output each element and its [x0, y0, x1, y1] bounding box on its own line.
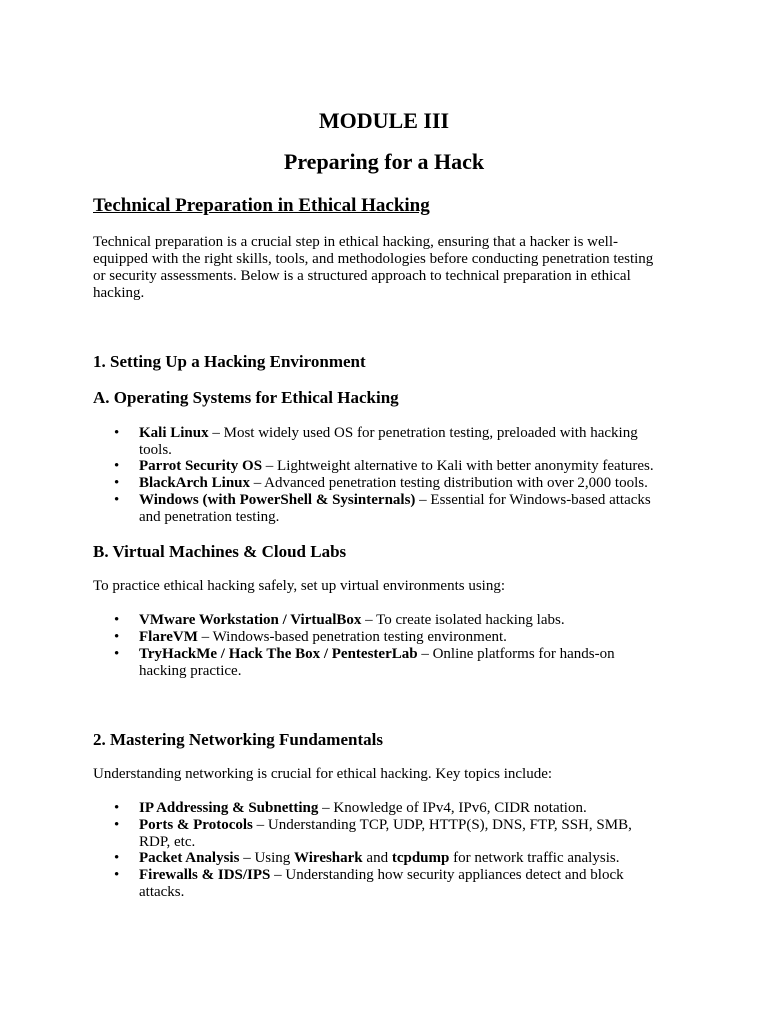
item-term: Firewalls & IDS/IPS — [139, 867, 271, 883]
item-text: – Understanding how security appliances detect and block — [270, 867, 624, 883]
intro-line: or security assessments. Below is a structured approach to technical preparation in ethical — [93, 268, 631, 284]
item-term: VMware Workstation / VirtualBox — [139, 612, 362, 628]
item-text: – Essential for Windows-based attacks — [415, 492, 651, 508]
list-item-continuation: RDP, etc. — [139, 834, 196, 850]
list-item — [139, 646, 615, 663]
item-term: tcpdump — [391, 850, 450, 866]
intro-line: Technical preparation is a crucial step in ethical hacking, ensuring that a hacker is well- — [93, 234, 618, 250]
subsection-b-heading: B. Virtual Machines & Cloud Labs — [93, 542, 347, 561]
item-text: – Advanced penetration testing distribution with over 2,000 tools. — [250, 475, 648, 491]
item-text: – Online platforms for hands-on — [417, 646, 615, 662]
list-item — [139, 425, 638, 442]
section-1-heading: 1. Setting Up a Hacking Environment — [93, 352, 366, 371]
item-term: BlackArch Linux — [139, 475, 250, 491]
section-2-heading: 2. Mastering Networking Fundamentals — [93, 730, 383, 749]
bullet: • — [114, 492, 120, 508]
list-item — [139, 867, 624, 884]
item-text: for network traffic analysis. — [449, 850, 620, 866]
bullet: • — [114, 612, 120, 628]
item-text: – Knowledge of IPv4, IPv6, CIDR notation. — [318, 800, 587, 816]
item-text: – Lightweight alternative to Kali with better anonymity features. — [262, 458, 654, 474]
item-term: Packet Analysis — [139, 850, 240, 866]
item-text: and — [362, 850, 392, 866]
module-title: MODULE III — [318, 108, 450, 133]
bullet: • — [114, 800, 120, 816]
item-term: Wireshark — [294, 850, 363, 866]
item-term: Ports & Protocols — [139, 817, 253, 833]
item-text: – Windows-based penetration testing environment. — [197, 629, 507, 645]
item-term: FlareVM — [139, 629, 198, 645]
item-term: Windows (with PowerShell & Sysinternals) — [139, 492, 416, 508]
list-item — [139, 800, 587, 817]
intro-line: equipped with the right skills, tools, and methodologies before conducting penetration testing — [93, 251, 654, 267]
bullet: • — [114, 629, 120, 645]
item-text: – Understanding TCP, UDP, HTTP(S), DNS, FTP, SSH, SMB, — [252, 817, 632, 833]
intro-line: hacking. — [93, 285, 145, 301]
item-text: – Using — [239, 850, 295, 866]
item-term: Parrot Security OS — [139, 458, 263, 474]
list-item — [139, 612, 565, 629]
section-2-intro: Understanding networking is crucial for ethical hacking. Key topics include: — [93, 766, 553, 782]
bullet: • — [114, 425, 120, 441]
bullet: • — [114, 646, 120, 662]
list-item — [139, 850, 619, 867]
page-title: Preparing for a Hack — [283, 149, 485, 174]
bullet: • — [114, 850, 120, 866]
bullet: • — [114, 817, 120, 833]
item-text: – To create isolated hacking labs. — [361, 612, 565, 628]
list-item — [139, 817, 632, 834]
list-item — [139, 458, 654, 475]
list-item-continuation: tools. — [139, 442, 172, 458]
list-item — [139, 629, 507, 646]
item-term: Kali Linux — [139, 425, 209, 441]
list-item — [139, 492, 651, 509]
list-item-continuation: hacking practice. — [139, 663, 242, 679]
section-heading: Technical Preparation in Ethical Hacking — [93, 195, 430, 216]
list-item-continuation: attacks. — [139, 884, 185, 900]
subsection-a-heading: A. Operating Systems for Ethical Hacking — [93, 388, 399, 407]
list-item — [139, 475, 648, 492]
item-term: IP Addressing & Subnetting — [139, 800, 319, 816]
item-term: TryHackMe / Hack The Box / PentesterLab — [139, 646, 418, 662]
bullet: • — [114, 867, 120, 883]
bullet: • — [114, 458, 120, 474]
item-text: – Most widely used OS for penetration testing, preloaded with hacking — [208, 425, 638, 441]
list-item-continuation: and penetration testing. — [139, 509, 280, 525]
bullet: • — [114, 475, 120, 491]
subsection-b-intro: To practice ethical hacking safely, set up virtual environments using: — [93, 578, 506, 594]
